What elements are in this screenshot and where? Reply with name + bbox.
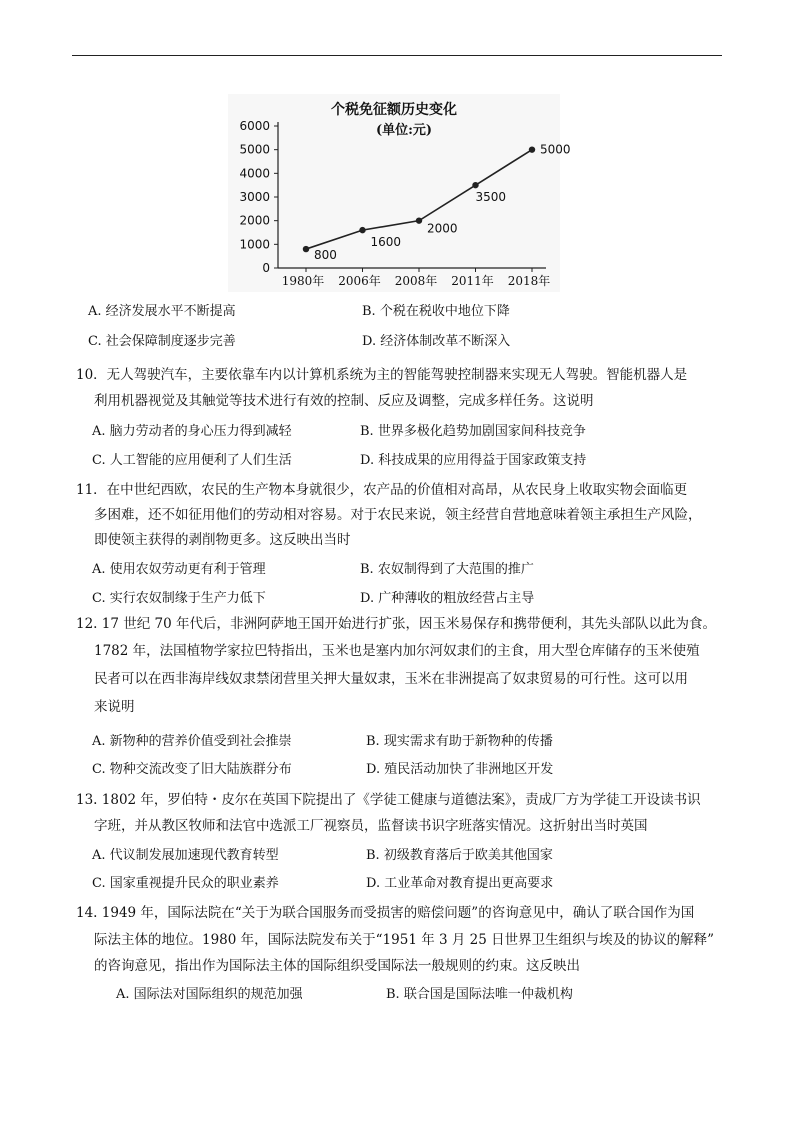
q12-option-c[interactable]: C. 物种交流改变了旧大陆族群分布 — [92, 762, 292, 777]
y-tick-label: 1000 — [239, 237, 270, 252]
data-point — [303, 246, 309, 252]
x-tick-label: 2006年 — [338, 274, 381, 288]
q11-line-2: 多困难，还不如征用他们的劳动相对容易。对于农民来说，领主经营自营地意味着领主承担生产风险， — [94, 507, 702, 523]
data-point — [529, 146, 535, 152]
q10-option-a[interactable]: A. 脑力劳动者的身心压力得到减轻 — [92, 424, 292, 439]
q13-option-b[interactable]: B. 初级教育落后于欧美其他国家 — [366, 848, 553, 863]
q13-line-2: 字班，并从教区牧师和法官中选派工厂视察员，监督读书识字班落实情况。这折射出当时英国 — [94, 818, 648, 834]
q12-option-b[interactable]: B. 现实需求有助于新物种的传播 — [366, 734, 553, 749]
x-tick-label: 2008年 — [394, 274, 438, 288]
header-rule — [72, 55, 722, 56]
q12-line-4: 来说明 — [94, 699, 135, 715]
data-label: 5000 — [540, 142, 571, 157]
q10-option-d[interactable]: D. 科技成果的应用得益于国家政策支持 — [360, 453, 587, 468]
q13-option-c[interactable]: C. 国家重视提升民众的职业素养 — [92, 876, 279, 891]
q9-option-b[interactable]: B. 个税在税收中地位下降 — [362, 304, 510, 319]
chart-figure — [228, 94, 571, 292]
q12-line-3: 民者可以在西非海岸线奴隶禁闭营里关押大量奴隶，玉米在非洲提高了奴隶贸易的可行性。这可以用 — [94, 671, 688, 687]
y-tick-label: 4000 — [239, 166, 270, 181]
q14-line-1: 14. 1949 年，国际法院在“关于为联合国服务而受损害的赔偿问题”的咨询意见中，确认了联合国作为国 — [76, 905, 695, 921]
q13-line-1: 13. 1802 年，罗伯特・皮尔在英国下院提出了《学徒工健康与道德法案》，责成厂方为学徒工开设读书识 — [76, 792, 701, 808]
q12-line-2: 1782 年，法国植物学家拉巴特指出，玉米也是塞内加尔河奴隶们的主食，用大型仓库储存的玉米使殖 — [94, 643, 700, 659]
data-label: 3500 — [475, 190, 507, 205]
q9-option-c[interactable]: C. 社会保障制度逐步完善 — [88, 334, 236, 349]
q14-option-a[interactable]: A. 国际法对国际组织的规范加强 — [116, 987, 303, 1002]
q12-option-a[interactable]: A. 新物种的营养价值受到社会推崇 — [92, 734, 292, 749]
chart-subtitle: (单位:元) — [375, 123, 433, 138]
data-label: 1600 — [370, 235, 402, 250]
data-label: 800 — [314, 248, 337, 263]
q10-option-c[interactable]: C. 人工智能的应用便利了人们生活 — [92, 453, 292, 468]
q11-option-c[interactable]: C. 实行农奴制缘于生产力低下 — [92, 591, 266, 606]
q14-line-3: 的咨询意见，指出作为国际法主体的国际组织受国际法一般规则的约束。这反映出 — [94, 958, 580, 974]
q9-option-d[interactable]: D. 经济体制改革不断深入 — [362, 334, 511, 349]
y-tick-label: 0 — [262, 261, 270, 275]
x-tick-label: 1980年 — [281, 274, 325, 288]
q14-option-b[interactable]: B. 联合国是国际法唯一仲裁机构 — [386, 987, 573, 1002]
q10-line-2: 利用机器视觉及其触觉等技术进行有效的控制、反应及调整，完成多样任务。这说明 — [94, 393, 594, 409]
data-label: 2000 — [427, 221, 458, 236]
q11-option-a[interactable]: A. 使用农奴劳动更有利于管理 — [92, 562, 266, 577]
line-chart — [228, 94, 571, 292]
y-tick-label: 5000 — [239, 142, 270, 157]
data-point — [472, 182, 478, 188]
q12-option-d[interactable]: D. 殖民活动加快了非洲地区开发 — [366, 762, 554, 777]
data-point — [359, 227, 365, 233]
y-tick-label: 6000 — [239, 119, 270, 133]
q12-line-1: 12. 17 世纪 70 年代后，非洲阿萨地王国开始进行扩张，因玉米易保存和携带便利，其先头部队以此为食。 — [76, 616, 716, 632]
x-tick-label: 2011年 — [451, 274, 494, 288]
q9-option-a[interactable]: A. 经济发展水平不断提高 — [88, 304, 236, 319]
y-tick-label: 2000 — [239, 213, 270, 228]
q11-line-3: 即使领主获得的剥削物更多。这反映出当时 — [94, 532, 351, 548]
q10-option-b[interactable]: B. 世界多极化趋势加剧国家间科技竞争 — [360, 424, 586, 439]
y-tick-label: 3000 — [239, 190, 270, 204]
q11-option-b[interactable]: B. 农奴制得到了大范围的推广 — [360, 562, 534, 577]
q13-option-d[interactable]: D. 工业革命对教育提出更高要求 — [366, 876, 554, 891]
q11-line-1: 11．在中世纪西欧，农民的生产物本身就很少，农产品的价值相对高昂，从农民身上收取实物会面临更 — [76, 482, 688, 498]
q11-option-d[interactable]: D. 广种薄收的粗放经营占主导 — [360, 591, 535, 606]
data-point — [416, 217, 422, 223]
chart-title: 个税免征额历史变化 — [331, 102, 457, 118]
x-tick-label: 2018年 — [507, 274, 551, 288]
q14-line-2: 际法主体的地位。1980 年，国际法院发布关于“1951 年 3 月 25 日世界卫生组织与埃及的协议的解释” — [94, 932, 715, 948]
q10-line-1: 10．无人驾驶汽车，主要依靠车内以计算机系统为主的智能驾驶控制器来实现无人驾驶。智能机器人是 — [76, 367, 688, 383]
q13-option-a[interactable]: A. 代议制发展加速现代教育转型 — [92, 848, 279, 863]
